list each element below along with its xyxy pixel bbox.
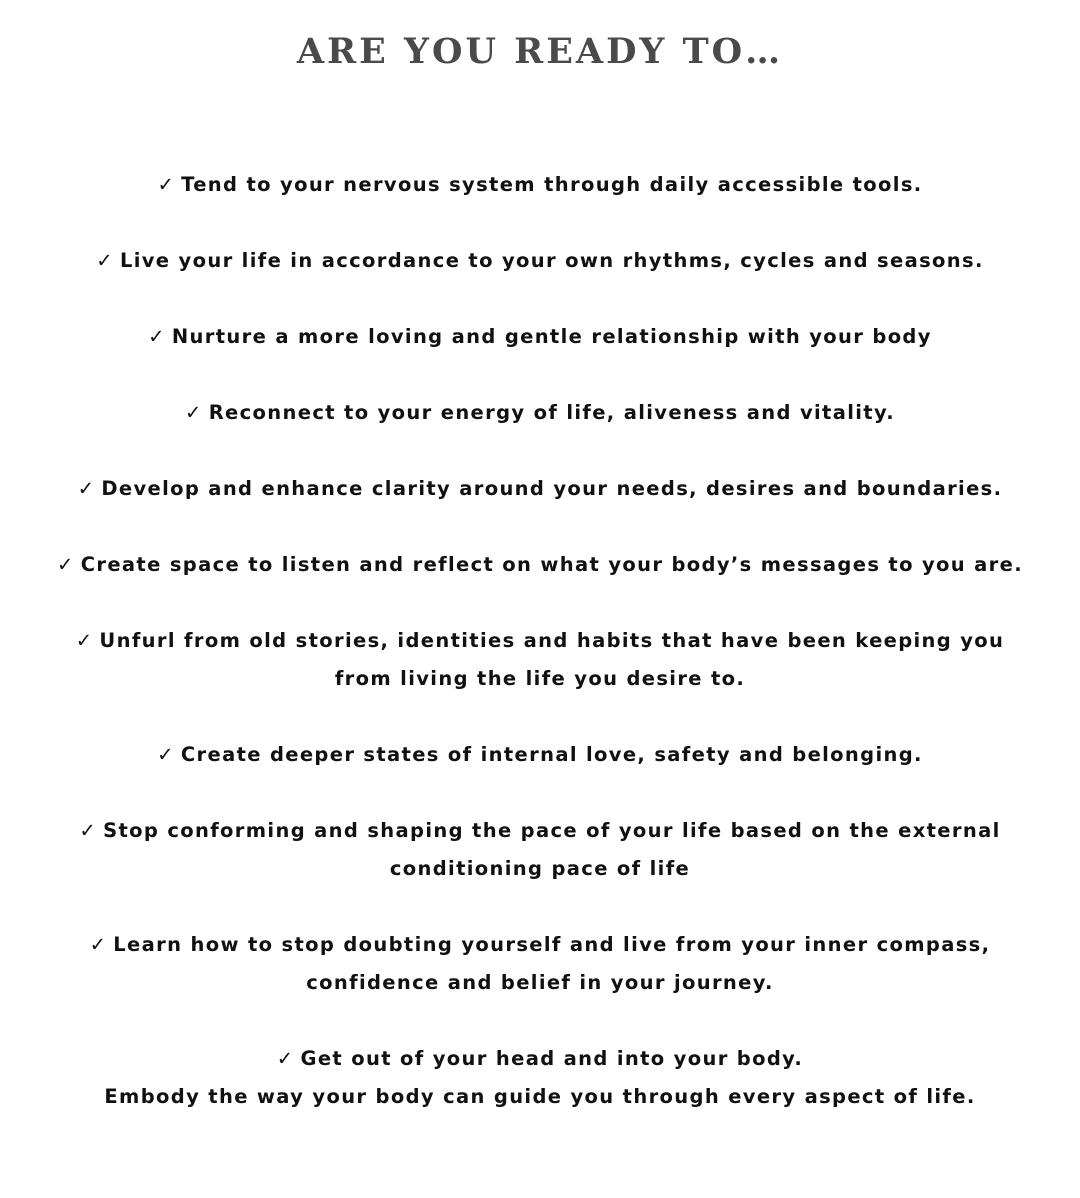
checklist	[0, 166, 1080, 1116]
list-item-text-continued: from living the life you desire to.	[334, 667, 746, 690]
list-item	[0, 394, 1080, 432]
list-item-text: Tend to your nervous system through daily accessible tools.	[181, 173, 923, 196]
list-item	[0, 926, 1080, 1002]
list-item-text: Nurture a more loving and gentle relationship with your body	[171, 325, 932, 348]
checkmark-icon: ✓	[89, 933, 108, 956]
list-item-text: Live your life in accordance to your own rhythms, cycles and seasons.	[119, 249, 984, 272]
list-item	[0, 166, 1080, 204]
page-title: ARE YOU READY TO…	[296, 31, 784, 72]
list-item	[0, 1040, 1080, 1116]
list-item-text-continued: Embody the way your body can guide you through every aspect of life.	[104, 1085, 976, 1108]
list-item	[0, 546, 1080, 584]
checkmark-icon: ✓	[157, 173, 176, 196]
list-item	[0, 242, 1080, 280]
list-item	[0, 812, 1080, 888]
checkmark-icon: ✓	[148, 325, 166, 348]
list-item-text: Stop conforming and shaping the pace of your life based on the external	[103, 819, 1001, 842]
list-item	[0, 622, 1080, 698]
checkmark-icon: ✓	[77, 477, 96, 500]
checkmark-icon: ✓	[57, 553, 75, 576]
list-item-text: Create space to listen and reflect on what your body’s messages to you are.	[80, 553, 1023, 576]
list-item	[0, 470, 1080, 508]
list-item-text-continued: conditioning pace of life	[389, 857, 691, 880]
checkmark-icon: ✓	[79, 819, 98, 842]
list-item-text: Unfurl from old stories, identities and habits that have been keeping you	[99, 629, 1005, 652]
list-item-text: Develop and enhance clarity around your needs, desires and boundaries.	[101, 477, 1003, 500]
checkmark-icon: ✓	[157, 743, 175, 766]
list-item-text: Create deeper states of internal love, safety and belonging.	[180, 743, 923, 766]
checkmark-icon: ✓	[75, 629, 94, 652]
list-item-text: Reconnect to your energy of life, aliveness and vitality.	[208, 401, 896, 424]
list-item	[0, 736, 1080, 774]
checkmark-icon: ✓	[184, 401, 203, 424]
list-item-text-continued: confidence and belief in your journey.	[306, 971, 774, 994]
checkmark-icon: ✓	[96, 249, 114, 272]
checkmark-icon: ✓	[276, 1047, 295, 1070]
list-item-text: Learn how to stop doubting yourself and live from your inner compass,	[113, 933, 991, 956]
list-item-text: Get out of your head and into your body.	[300, 1047, 804, 1070]
list-item	[0, 318, 1080, 356]
